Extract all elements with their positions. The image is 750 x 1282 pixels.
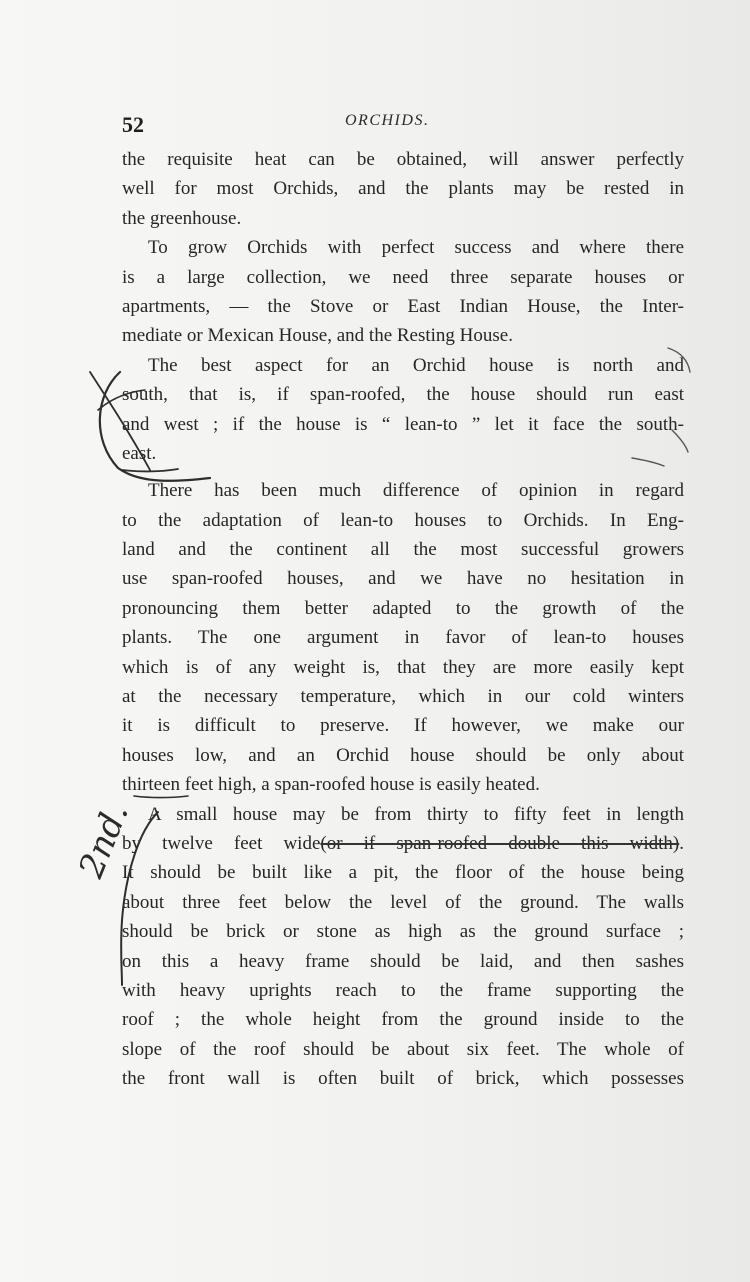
text-line: pronouncing them better adapted to the growth of the — [122, 597, 684, 619]
text-line: use span-roofed houses, and we have no hesitation in — [122, 568, 684, 590]
text-line: A small house may be from thirty to fifty feet in length — [148, 803, 684, 825]
text-fragment: . — [679, 832, 684, 854]
text-line: There has been much difference of opinion in regard — [148, 480, 684, 502]
page-number: 52 — [122, 112, 144, 137]
running-title: ORCHIDS. — [345, 112, 430, 129]
text-line: to the adaptation of lean-to houses to Orchids. In Eng- — [122, 509, 684, 531]
text-line: at the necessary temperature, which in our cold winters — [122, 686, 684, 708]
text-line: land and the continent all the most successful growers — [122, 539, 684, 561]
page-header — [120, 108, 680, 138]
text-line: about three feet below the level of the ground. The walls — [122, 891, 684, 913]
text-line: houses low, and an Orchid house should be only about — [122, 744, 684, 766]
text-line — [122, 829, 684, 858]
text-line: is a large collection, we need three separate houses or — [122, 266, 684, 288]
text-line: the requisite heat can be obtained, will answer perfectly — [122, 149, 684, 170]
text-line: mediate or Mexican House, and the Resting House. — [122, 325, 513, 347]
text-line: slope of the roof should be about six feet. The whole of — [122, 1038, 684, 1060]
body-text — [122, 145, 684, 1094]
text-line: and west ; if the house is “ lean-to ” let it face the south- — [122, 413, 684, 435]
margin-note-text: 2nd. — [71, 797, 137, 884]
text-line: it is difficult to preserve. If however, we make our — [122, 715, 684, 737]
text-line: south, that is, if span-roofed, the house should run east — [122, 384, 684, 406]
text-line: It should be built like a pit, the floor of the house being — [122, 862, 684, 884]
text-line: the front wall is often built of brick, which possesses — [122, 1068, 684, 1090]
text-line: east. — [122, 442, 157, 464]
text-line: which is of any weight is, that they are more easily kept — [122, 656, 684, 678]
text-line: To grow Orchids with perfect success and where there — [148, 237, 684, 259]
text-line: with heavy uprights reach to the frame supporting the — [122, 979, 684, 1001]
text-line: should be brick or stone as high as the ground surface ; — [122, 921, 684, 943]
text-line: The best aspect for an Orchid house is north and — [148, 354, 684, 376]
struck-text: (or if span-roofed double this width) — [320, 832, 680, 854]
text-line: on this a heavy frame should be laid, and then sashes — [122, 950, 684, 972]
text-line: roof ; the whole height from the ground inside to the — [122, 1009, 684, 1031]
text-fragment: by twelve feet wide — [122, 832, 321, 854]
text-line: well for most Orchids, and the plants may be rested in — [122, 178, 684, 200]
text-line: thirteen feet high, a span-roofed house is easily heated. — [122, 774, 540, 796]
text-line: the greenhouse. — [122, 207, 242, 229]
text-line: apartments, — the Stove or East Indian House, the Inter- — [122, 295, 684, 317]
text-line: plants. The one argument in favor of lean-to houses — [122, 627, 684, 649]
